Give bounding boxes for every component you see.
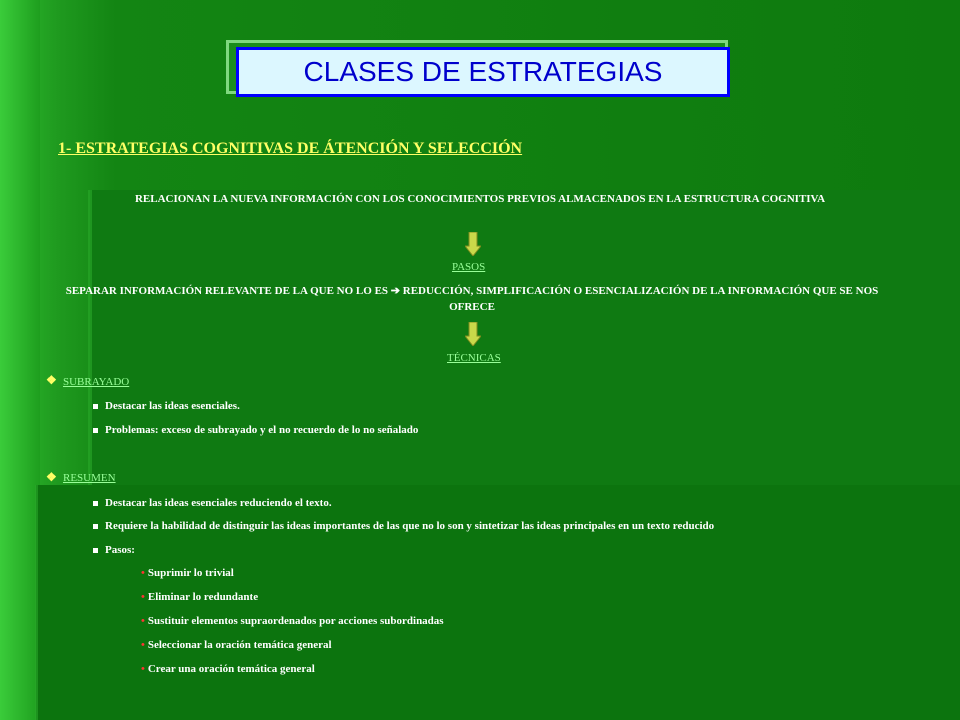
pasos-link[interactable]: PASOS bbox=[452, 261, 486, 273]
pasos-text-part-a: SEPARAR INFORMACIÓN RELEVANTE DE LA QUE NO LO ES bbox=[65, 285, 391, 297]
content-band-upper bbox=[90, 190, 960, 485]
sub-list-item-text: Seleccionar la oración temática general bbox=[147, 639, 332, 651]
square-bullet-icon bbox=[93, 404, 98, 409]
down-arrow-icon bbox=[465, 322, 481, 346]
band-edge-lower bbox=[35, 485, 38, 720]
sub-list-item-text: Crear una oración temática general bbox=[147, 663, 315, 675]
list-item bbox=[93, 424, 418, 436]
sub-list-item bbox=[141, 639, 332, 651]
square-bullet-icon bbox=[93, 501, 98, 506]
diamond-bullet-icon: ❖ bbox=[46, 373, 57, 387]
list-item bbox=[93, 544, 135, 556]
slide-title: CLASES DE ESTRATEGIAS bbox=[303, 56, 663, 87]
down-arrow-icon bbox=[465, 232, 481, 256]
list-item-text: Destacar las ideas esenciales. bbox=[105, 400, 240, 412]
sub-list-item-text: Suprimir lo trivial bbox=[147, 567, 234, 579]
square-bullet-icon bbox=[93, 428, 98, 433]
band-edge-upper bbox=[88, 190, 92, 485]
sub-list-item-text: Eliminar lo redundante bbox=[147, 591, 259, 603]
square-bullet-icon bbox=[93, 524, 98, 529]
resumen-link[interactable]: RESUMEN bbox=[63, 472, 116, 484]
list-item-text: Pasos: bbox=[105, 544, 135, 556]
right-arrow-icon: ➔ bbox=[390, 285, 400, 297]
pasos-paragraph bbox=[62, 283, 882, 315]
list-item bbox=[93, 400, 240, 412]
sub-list-item bbox=[141, 591, 258, 603]
square-bullet-icon bbox=[93, 548, 98, 553]
sub-list-item bbox=[141, 567, 234, 579]
list-item-text: Requiere la habilidad de distinguir las ideas importantes de las que no lo son y sintetizar las ideas principales en un texto reducido bbox=[105, 520, 715, 532]
sub-list-item bbox=[141, 615, 444, 627]
pasos-text-part-b: REDUCCIÓN, SIMPLIFICACIÓN O ESENCIALIZACIÓN DE LA INFORMACIÓN QUE SE NOS OFRECE bbox=[400, 285, 879, 313]
red-dot-icon: • bbox=[141, 639, 145, 651]
red-dot-icon: • bbox=[141, 615, 145, 627]
list-item-text: Destacar las ideas esenciales reduciendo el texto. bbox=[105, 497, 332, 509]
list-item bbox=[93, 497, 332, 509]
sub-list-item-text: Sustituir elementos supraordenados por acciones subordinadas bbox=[147, 615, 444, 627]
red-dot-icon: • bbox=[141, 591, 145, 603]
diamond-bullet-icon: ❖ bbox=[46, 470, 57, 484]
sub-list-item bbox=[141, 663, 315, 675]
subrayado-link[interactable]: SUBRAYADO bbox=[63, 376, 130, 388]
list-item-text: Problemas: exceso de subrayado y el no recuerdo de lo no señalado bbox=[105, 424, 419, 436]
title-box bbox=[236, 47, 730, 97]
intro-paragraph: RELACIONAN LA NUEVA INFORMACIÓN CON LOS CONOCIMIENTOS PREVIOS ALMACENADOS EN LA ESTRUCTURA COGNITIVA bbox=[134, 193, 826, 205]
list-item bbox=[93, 520, 714, 532]
left-gradient-strip bbox=[0, 0, 40, 720]
red-dot-icon: • bbox=[141, 567, 145, 579]
red-dot-icon: • bbox=[141, 663, 145, 675]
tecnicas-link[interactable]: TÉCNICAS bbox=[447, 352, 501, 364]
section-heading: 1- ESTRATEGIAS COGNITIVAS DE ÁTENCIÓN Y SELECCIÓN bbox=[58, 140, 523, 157]
